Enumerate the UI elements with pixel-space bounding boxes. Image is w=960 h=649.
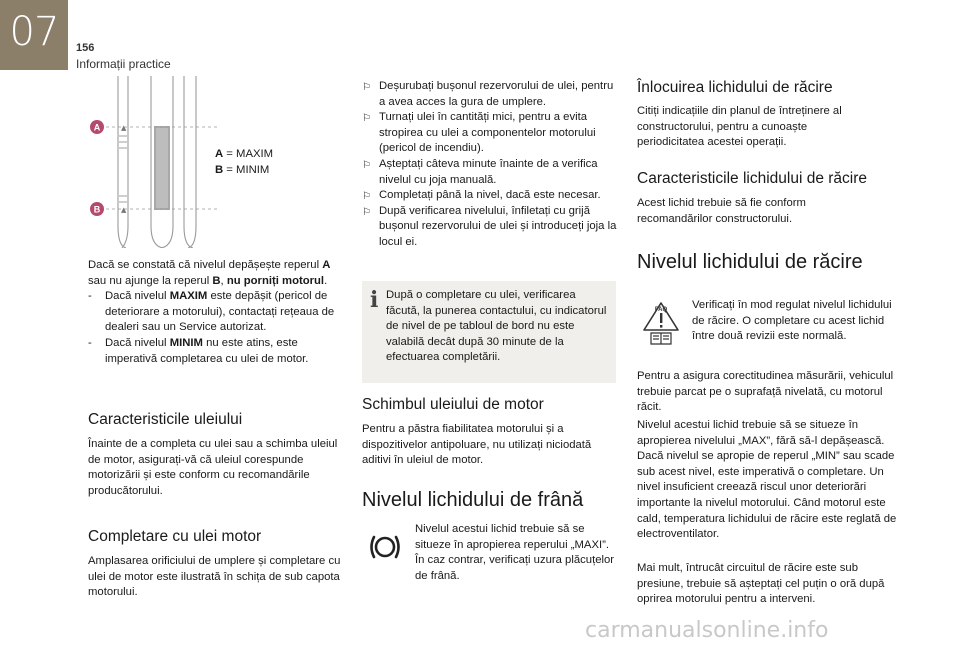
oil-level-bullets [88, 289, 346, 367]
oil-characteristics-title: Caracteristicile uleiului [88, 411, 243, 428]
marker-b-label: B [93, 204, 101, 215]
list-item: ⚐ După verificarea nivelului, înfiletați cu grijă bușonul rezervorului de ulei și introduceți joja la locul ei. [362, 204, 617, 248]
svg-text:FAQ: FAQ [654, 307, 668, 313]
legend-maxim: A = MAXIM [215, 148, 274, 160]
list-item: ⚐ Turnați ulei în cantități mici, pentru a evita stropirea cu ulei a componentelor motorului (pericol de incendiu). [362, 111, 596, 155]
coolant-paragraph-1: Pentru a asigura corectitudinea măsurării, vehiculul trebuie parcat pe o suprafață nivelată, cu motorul răcit. [637, 370, 894, 414]
list-item: ⚐ Așteptați câteva minute înainte de a verifica nivelul cu joja manuală. [362, 157, 598, 186]
watermark: carmanualsonline.info [585, 618, 829, 643]
coolant-paragraph-2: Nivelul acestui lichid trebuie să se situeze în apropierea nivelului „MAX”, fără să-l depășească. Dacă nivelul se apropie de reperul „MIN” sau scade sub acest nivel, este imperativă o completare. Un nivel insuficient creează riscul unor deteriorări importante la nivelul motorului. Când motorul este cald, temperatura lichidului de răcire este reglată de electroventilator. [637, 419, 897, 541]
oil-top-up-text: Amplasarea orificiului de umplere și completare cu ulei de motor este ilustrată în schița de sub capota motorului. [88, 555, 341, 599]
info-icon: i [370, 287, 379, 313]
oil-change-text: Pentru a păstra fiabilitatea motorului și a dispozitivelor antipoluare, nu utilizați niciodată aditivi în uleiul de motor. [362, 423, 592, 467]
oil-change-title: Schimbul uleiului de motor [362, 396, 544, 413]
oil-characteristics-text: Înainte de a completa cu ulei sau a schimba uleiul de motor, asigurați-vă că uleiul corespunde motorizării și este conform cu recomandările producătorului. [88, 438, 338, 497]
marker-a-label: A [93, 122, 101, 133]
list-item: - Dacă nivelul MINIM nu este atins, este imperativă completarea cu ulei de motor. [88, 336, 346, 367]
coolant-replace-text: Citiți indicațiile din planul de întreținere al constructorului, pentru a cunoaște periodicitatea acestei operații. [637, 105, 842, 149]
flag-bullet-icon: ⚐ [362, 191, 371, 203]
coolant-characteristics-text: Acest lichid trebuie să fie conform recomandărilor constructorului. [637, 197, 806, 225]
coolant-characteristics-title: Caracteristicile lichidului de răcire [637, 170, 868, 187]
list-item: - Dacă nivelul MAXIM este depășit (pericol de deteriorare a motorului), contactați rețeaua de dealeri sau un Service autorizat. [88, 289, 346, 336]
flag-bullet-icon: ⚐ [362, 113, 371, 125]
coolant-paragraph-3: Mai mult, întrucât circuitul de răcire este sub presiune, trebuie să așteptați cel puțin o oră după oprirea motorului pentru a interveni. [637, 562, 885, 606]
info-text: După o completare cu ulei, verificarea făcută, la punerea contactului, cu indicatorul de nivel de pe tabloul de bord nu este valabilă decât după 30 minute de la efectuarea completării. [386, 289, 607, 364]
oil-top-up-steps [362, 79, 618, 251]
info-box [362, 281, 616, 383]
list-item: ⚐ Deșurubați bușonul rezervorului de ulei, pentru a avea acces la gura de umplere. [362, 80, 614, 108]
list-item: ⚐ Completați până la nivel, dacă este necesar. [362, 188, 618, 204]
coolant-warning-text: Verificați în mod regulat nivelul lichidului de răcire. O completare cu acest lichid între două revizii este normală. [692, 299, 892, 343]
flag-bullet-icon: ⚐ [362, 159, 371, 171]
svg-text:▲: ▲ [121, 206, 127, 214]
svg-text:▲: ▲ [121, 124, 127, 132]
section-title: Informații practice [76, 57, 171, 71]
warning-manual-icon [641, 300, 681, 346]
brake-warning-icon [368, 532, 402, 562]
flag-bullet-icon: ⚐ [362, 206, 371, 218]
chapter-tab: 07 [0, 0, 68, 70]
brake-fluid-title: Nivelul lichidului de frână [362, 489, 584, 511]
flag-bullet-icon: ⚐ [362, 82, 371, 93]
legend-minim: B = MINIM [215, 164, 270, 176]
page-number: 156 [76, 42, 95, 54]
oil-level-warning [88, 258, 346, 367]
oil-top-up-title: Completare cu ulei motor [88, 528, 262, 545]
brake-fluid-text: Nivelul acestui lichid trebuie să se situeze în apropierea reperului „MAXI”. În caz contrar, verificați uzura plăcuțelor de frână. [415, 523, 615, 582]
coolant-replace-title: Înlocuirea lichidului de răcire [637, 79, 833, 96]
coolant-level-title: Nivelul lichidului de răcire [637, 251, 863, 273]
oil-level-intro: Dacă se constată că nivelul depășește reperul A sau nu ajunge la reperul B, nu porniți motorul. [88, 259, 331, 287]
